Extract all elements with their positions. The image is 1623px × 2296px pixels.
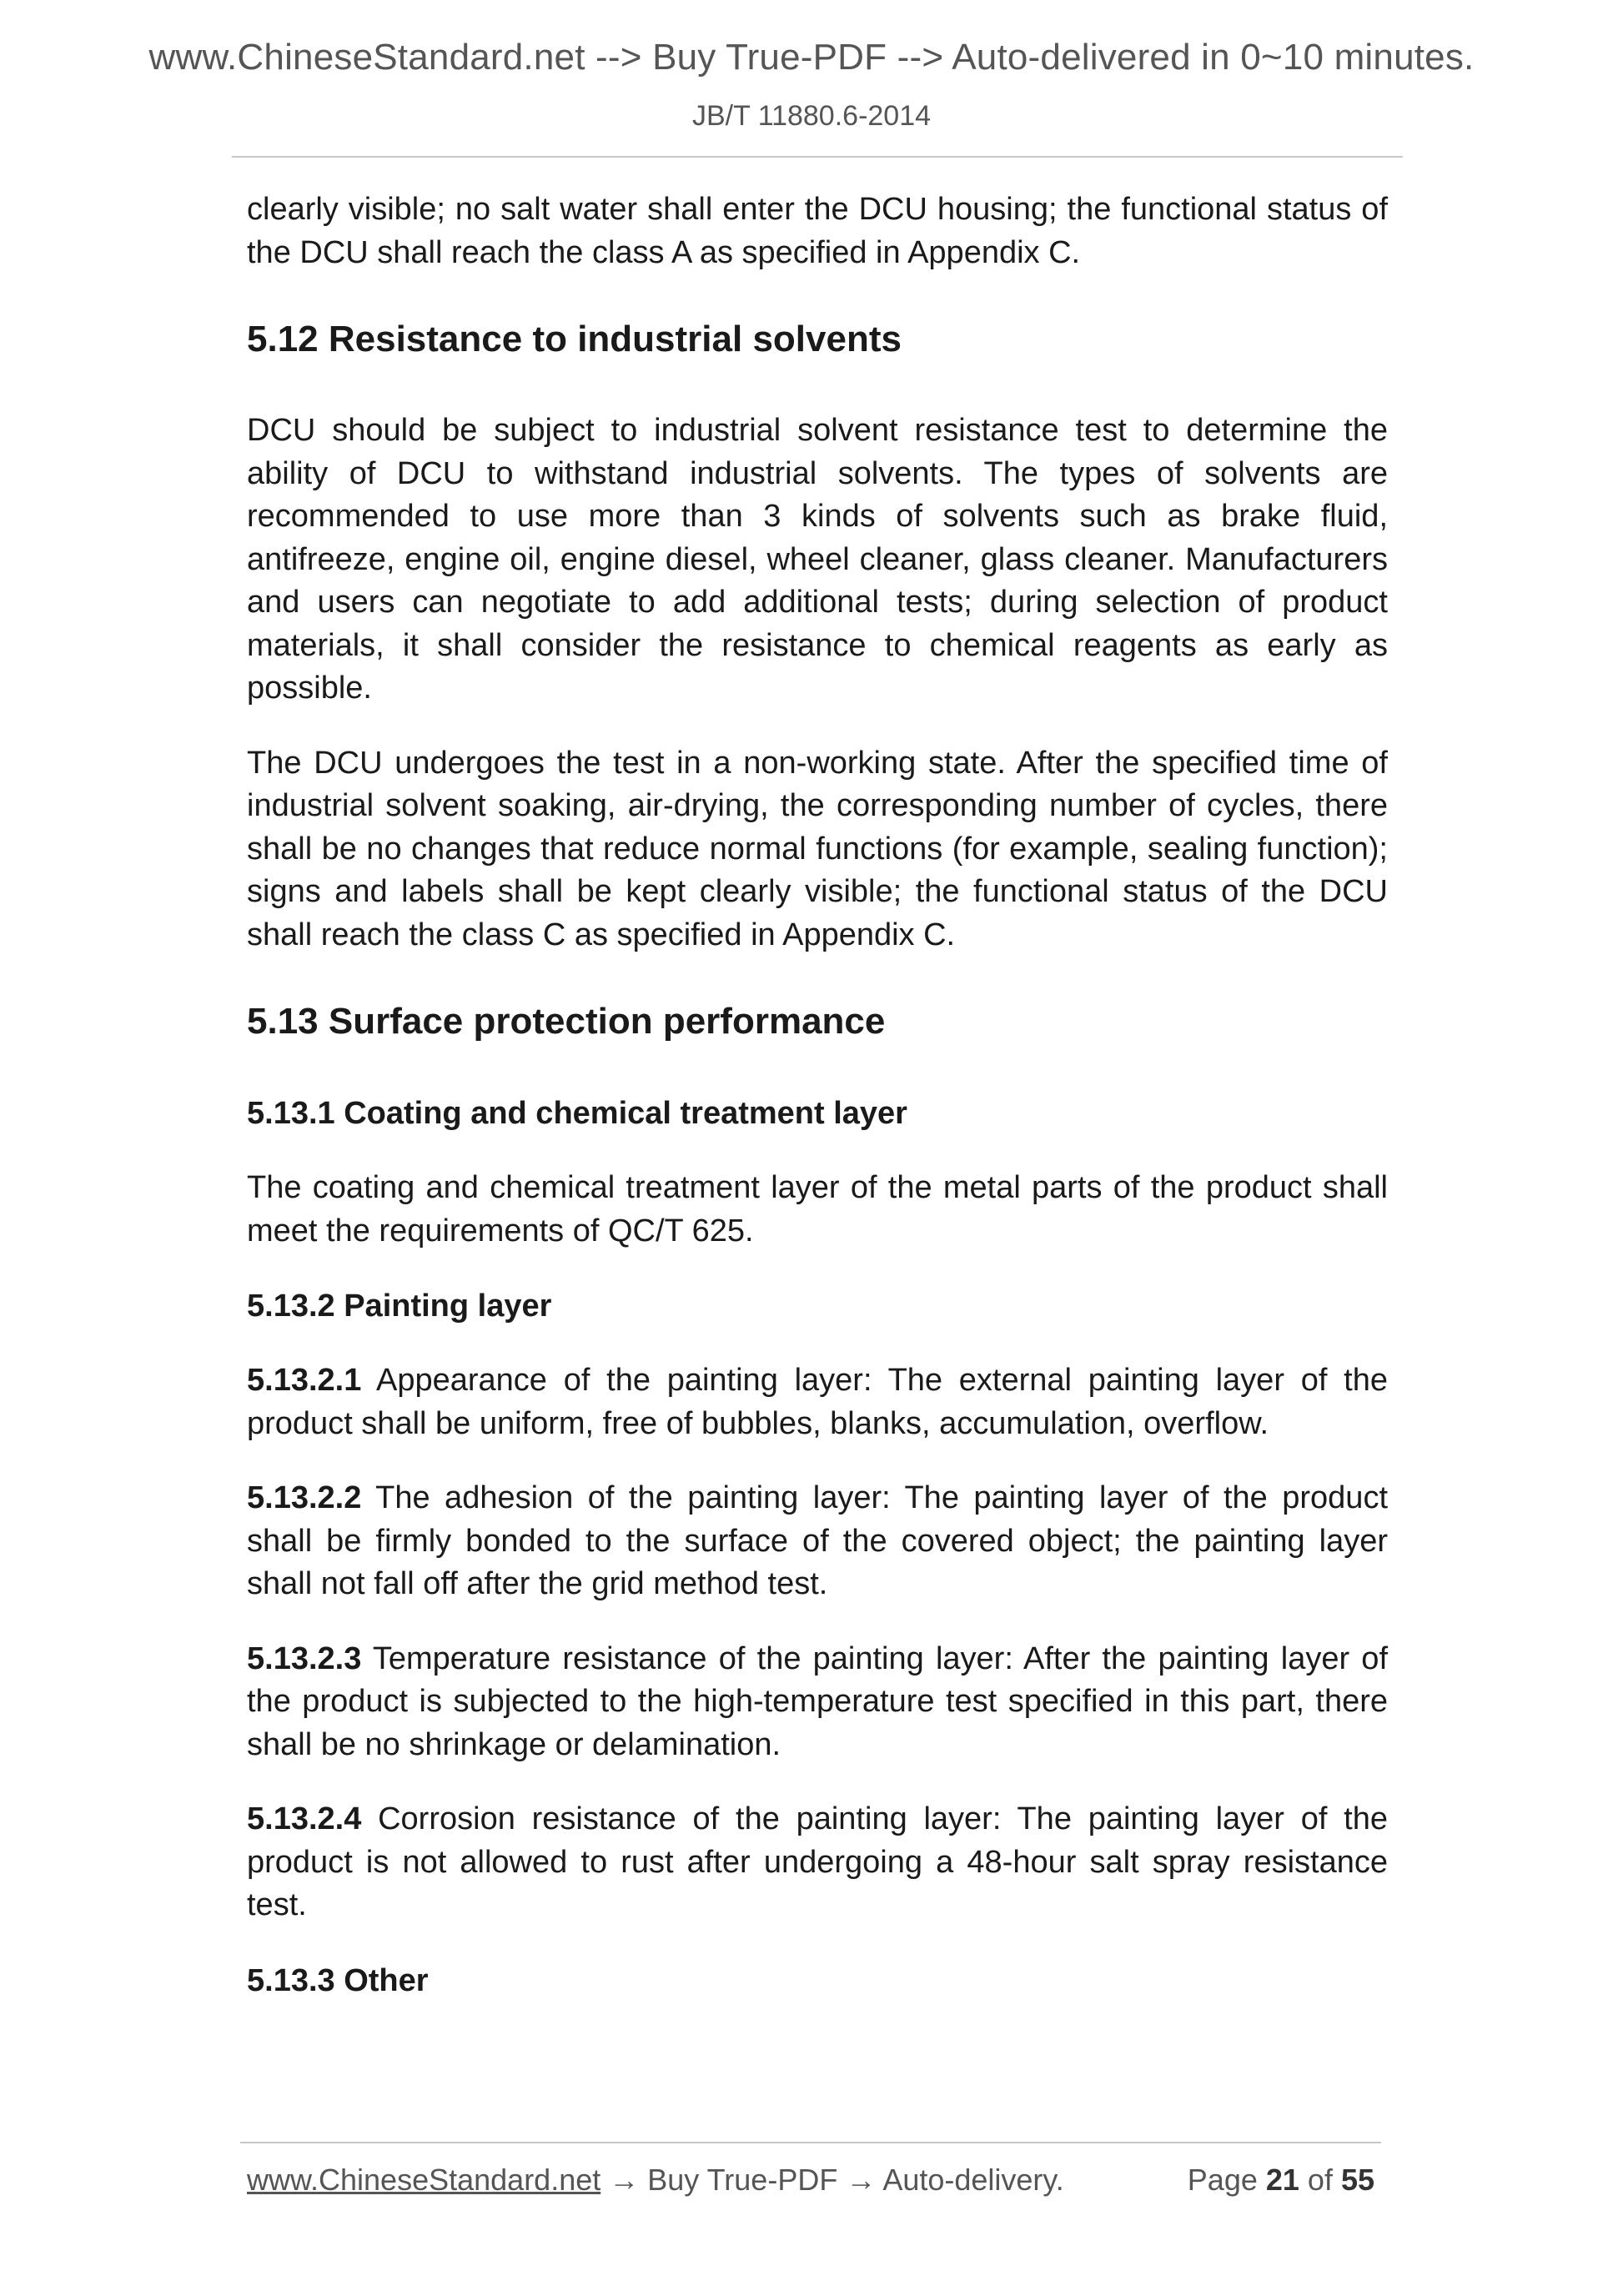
page-of-label: of [1299,2163,1341,2197]
subsection-heading-5-13-3: 5.13.3 Other [247,1962,429,1998]
footer-promo [247,2162,1064,2198]
footer-divider [240,2142,1381,2143]
document-code: JB/T 11880.6-2014 [691,100,932,132]
paragraph-5-12-b: The DCU undergoes the test in a non-working state. After the specified time of industrial solvent soaking, air-drying, the corresponding number of cycles, there shall be no changes that reduce normal functions (for example, sealing function); signs and labels shall be kept clearly visible; the functional status of the DCU shall reach the class C as specified in Appendix C. [247,745,1388,952]
section-heading-5-12: 5.12 Resistance to industrial solvents [247,319,902,359]
clause-text: The adhesion of the painting layer: The painting layer of the product shall be firmly bonded to the surface of the covered object; the painting layer shall not fall off after the grid method test. [247,1480,1388,1601]
page-content [247,188,1388,2034]
total-page-number: 55 [1340,2163,1374,2197]
header-divider [232,156,1403,158]
page-indicator [1188,2162,1374,2198]
top-banner: www.ChineseStandard.net --> Buy True-PDF --> Auto-delivered in 0~10 minutes. [148,37,1475,78]
clause-5-13-2-2 [247,1477,1388,1606]
page-label: Page [1187,2163,1266,2197]
clause-text: Corrosion resistance of the painting layer: The painting layer of the product is not allowed to rust after undergoing a 48-hour salt spray resistance test. [247,1801,1388,1922]
footer-site-link[interactable]: www.ChineseStandard.net [247,2163,601,2197]
clause-5-13-2-3 [247,1638,1388,1767]
continued-paragraph: clearly visible; no salt water shall enter the DCU housing; the functional status of the DCU shall reach the class A as specified in Appendix C. [247,192,1388,270]
footer-tagline: → Buy True-PDF → Auto-delivery. [600,2163,1064,2197]
clause-number: 5.13.2.4 [247,1801,362,1836]
current-page-number: 21 [1265,2163,1299,2197]
clause-number: 5.13.2.1 [247,1363,362,1398]
clause-text: Temperature resistance of the painting layer: After the painting layer of the product is subjected to the high-temperature test specified in this part, there shall be no shrinkage or delamination. [247,1640,1388,1762]
clause-number: 5.13.2.2 [247,1480,362,1515]
clause-text: Appearance of the painting layer: The external painting layer of the product shall be uniform, free of bubbles, blanks, accumulation, overflow. [247,1363,1388,1441]
clause-number: 5.13.2.3 [247,1640,362,1676]
clause-5-13-2-1 [247,1359,1388,1445]
clause-5-13-2-4 [247,1798,1388,1927]
subsection-heading-5-13-2: 5.13.2 Painting layer [247,1289,552,1324]
section-heading-5-13: 5.13 Surface protection performance [247,1001,886,1042]
paragraph-5-13-1: The coating and chemical treatment layer of the metal parts of the product shall meet the requirements of QC/T 625. [247,1170,1388,1248]
paragraph-5-12-a: DCU should be subject to industrial solvent resistance test to determine the ability of DCU to withstand industrial solvents. The types of solvents are recommended to use more than 3 kinds of solvents such as brake fluid, antifreeze, engine oil, engine diesel, wheel cleaner, glass cleaner. Manufacturers and users can negotiate to add additional tests; during selection of product materials, it shall consider the resistance to chemical reagents as early as possible. [247,413,1388,706]
subsection-heading-5-13-1: 5.13.1 Coating and chemical treatment layer [247,1096,907,1131]
